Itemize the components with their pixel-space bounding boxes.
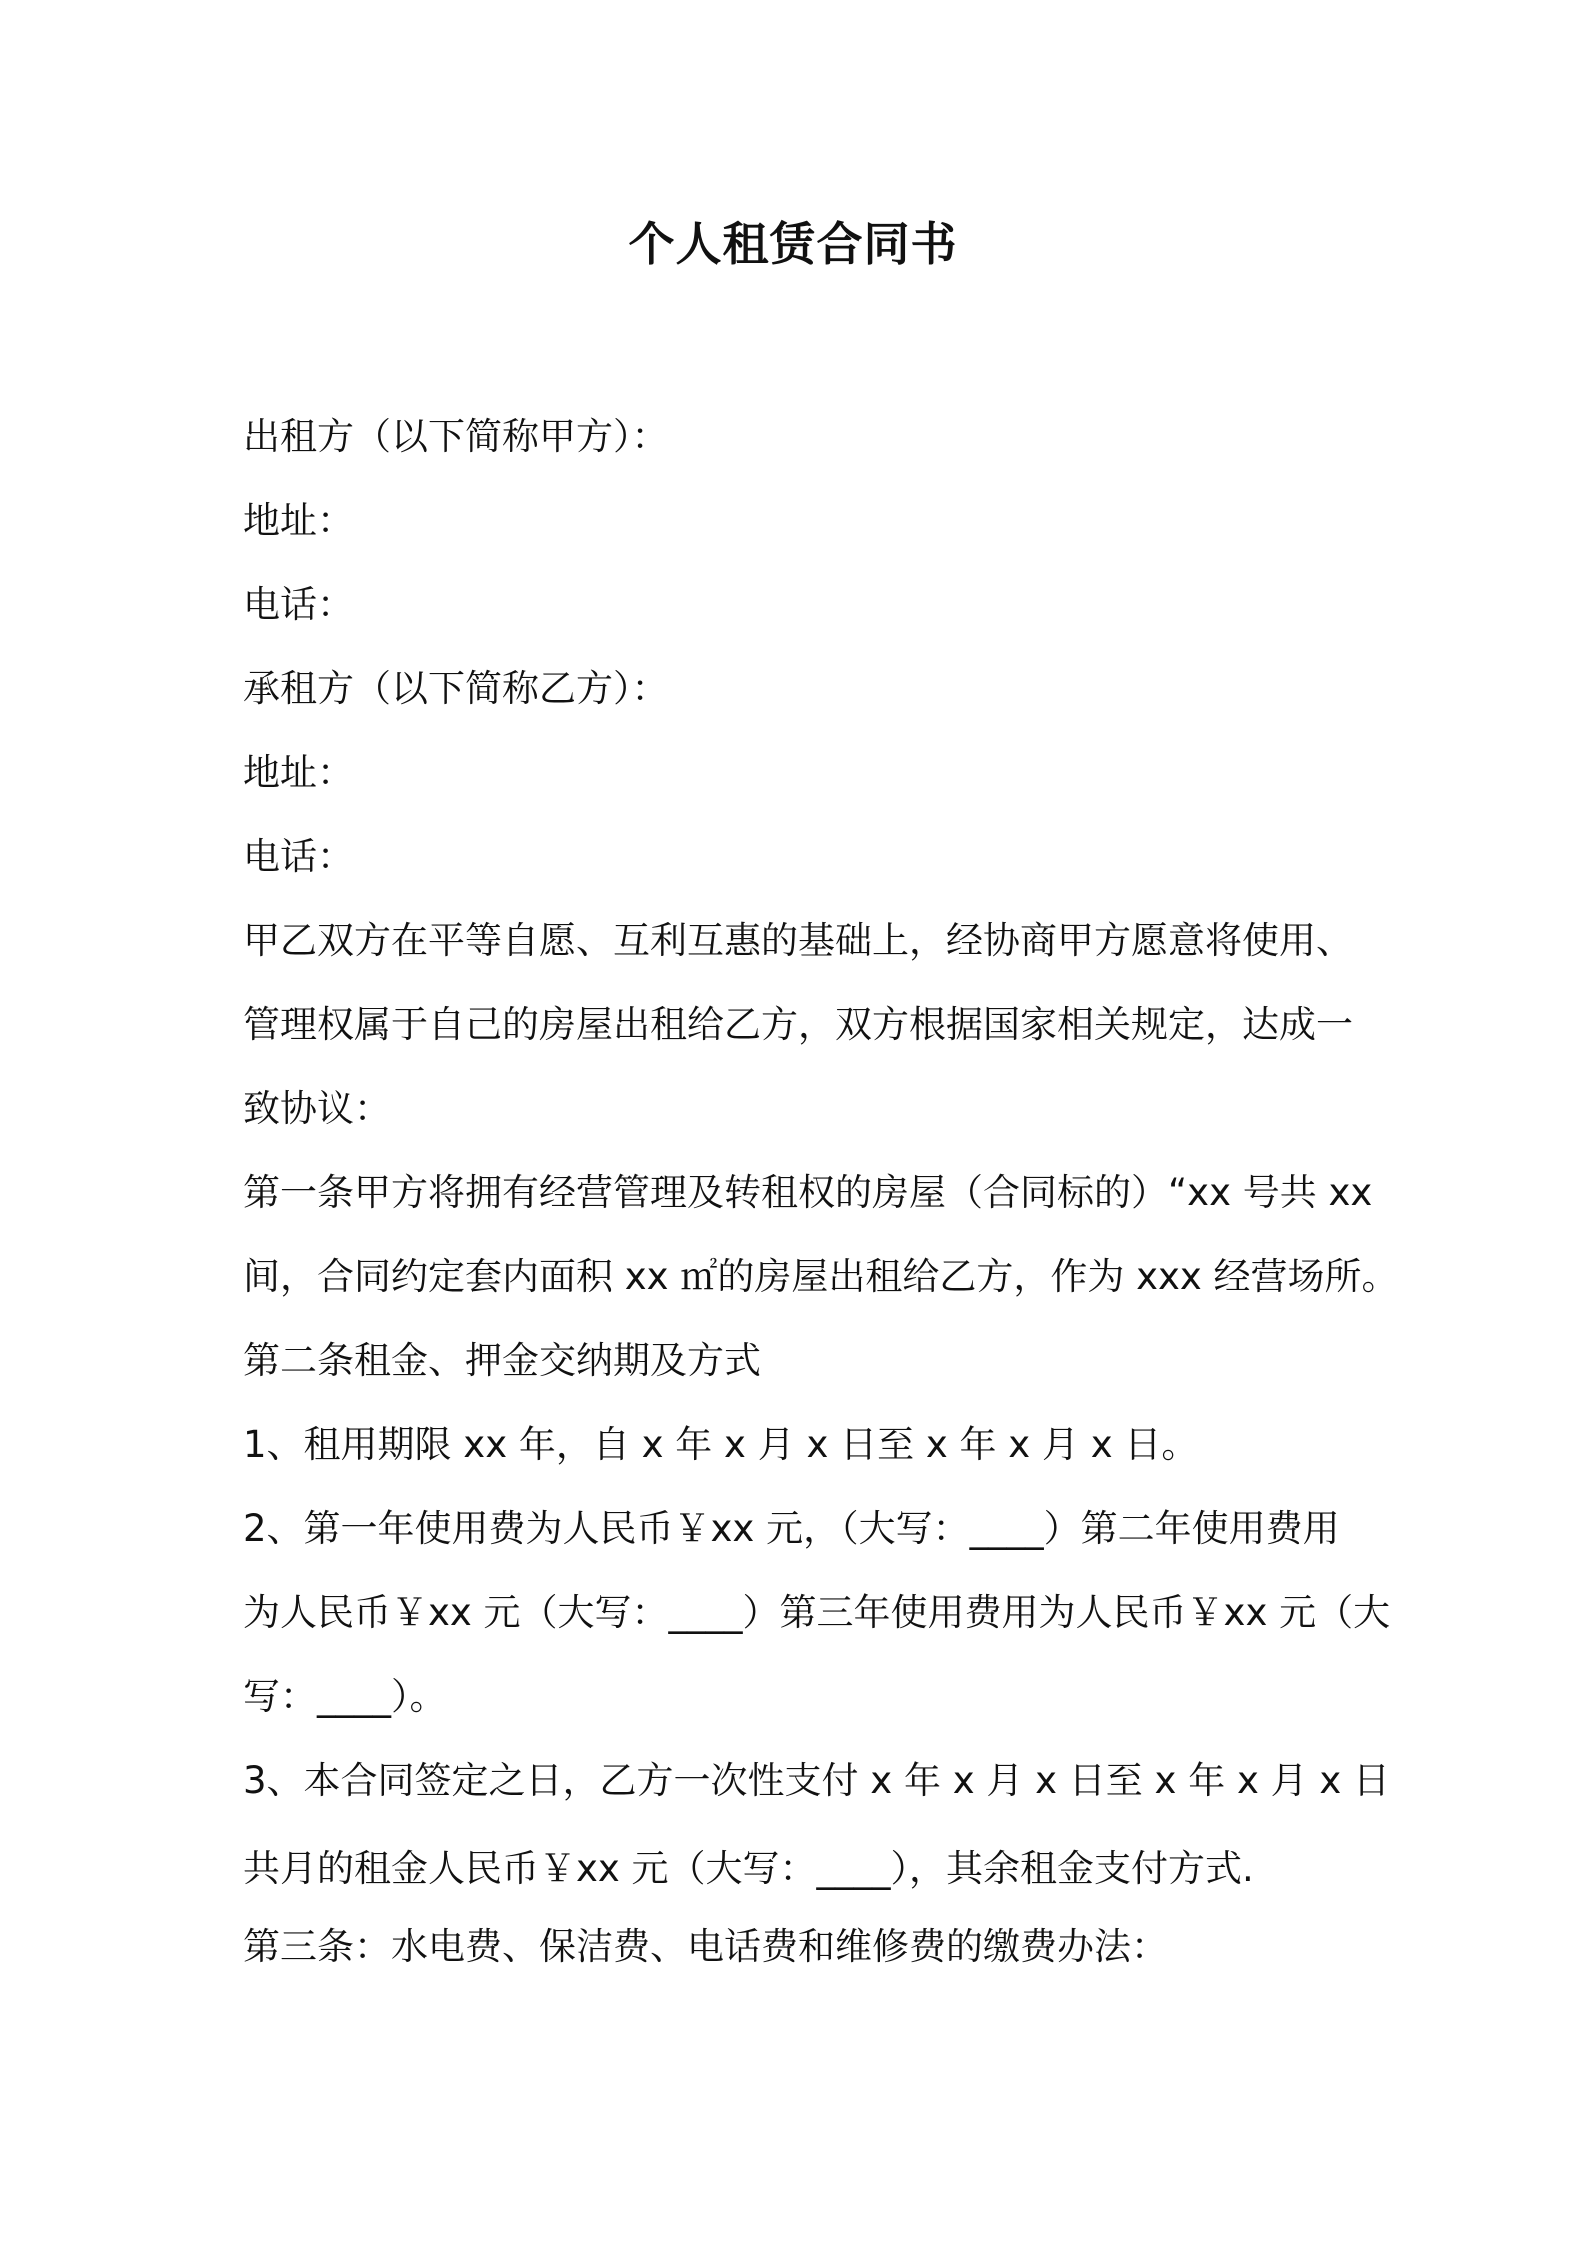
lessor-label: 出租方（以下简称甲方）： xyxy=(243,415,669,458)
clause-1: 1、租用期限 xx 年，自 x 年 x 月 x 日至 x 年 x 月 x 日。 xyxy=(243,1423,1199,1466)
article-three-heading: 第三条：水电费、保洁费、电话费和维修费的缴费办法： xyxy=(243,1925,1168,1968)
clause-2-line: 为人民币￥xx 元（大写：____）第三年使用费用为人民币￥xx 元（大 xyxy=(243,1591,1391,1634)
preamble-line: 甲乙双方在平等自愿、互利互惠的基础上，经协商甲方愿意将使用、 xyxy=(243,919,1353,962)
article-one-line: 间，合同约定套内面积 xx ㎡的房屋出租给乙方，作为 xxx 经营场所。 xyxy=(243,1255,1399,1298)
lessee-phone-label: 电话： xyxy=(243,835,354,878)
lessee-label: 承租方（以下简称乙方）： xyxy=(243,667,669,710)
preamble-line: 管理权属于自己的房屋出租给乙方，双方根据国家相关规定，达成一 xyxy=(243,1003,1353,1046)
lessee-address-label: 地址： xyxy=(243,751,354,794)
clause-3-line: 3、本合同签定之日，乙方一次性支付 x 年 x 月 x 日至 x 年 x 月 x 日 xyxy=(243,1759,1391,1802)
lessor-phone-label: 电话： xyxy=(243,583,354,626)
clause-2-line: 2、第一年使用费为人民币￥xx 元，（大写：____）第二年使用费用 xyxy=(243,1507,1340,1550)
clause-3-line: 共月的租金人民币￥xx 元（大写：____），其余租金支付方式. xyxy=(243,1847,1254,1890)
document-title: 个人租赁合同书 xyxy=(628,217,958,271)
article-one-line: 第一条甲方将拥有经营管理及转租权的房屋（合同标的）“xx 号共 xx xyxy=(243,1171,1373,1214)
preamble-line: 致协议： xyxy=(243,1087,391,1130)
article-two-heading: 第二条租金、押金交纳期及方式 xyxy=(243,1339,761,1382)
clause-2-line: 写：____）。 xyxy=(243,1675,447,1718)
lessor-address-label: 地址： xyxy=(243,499,354,542)
